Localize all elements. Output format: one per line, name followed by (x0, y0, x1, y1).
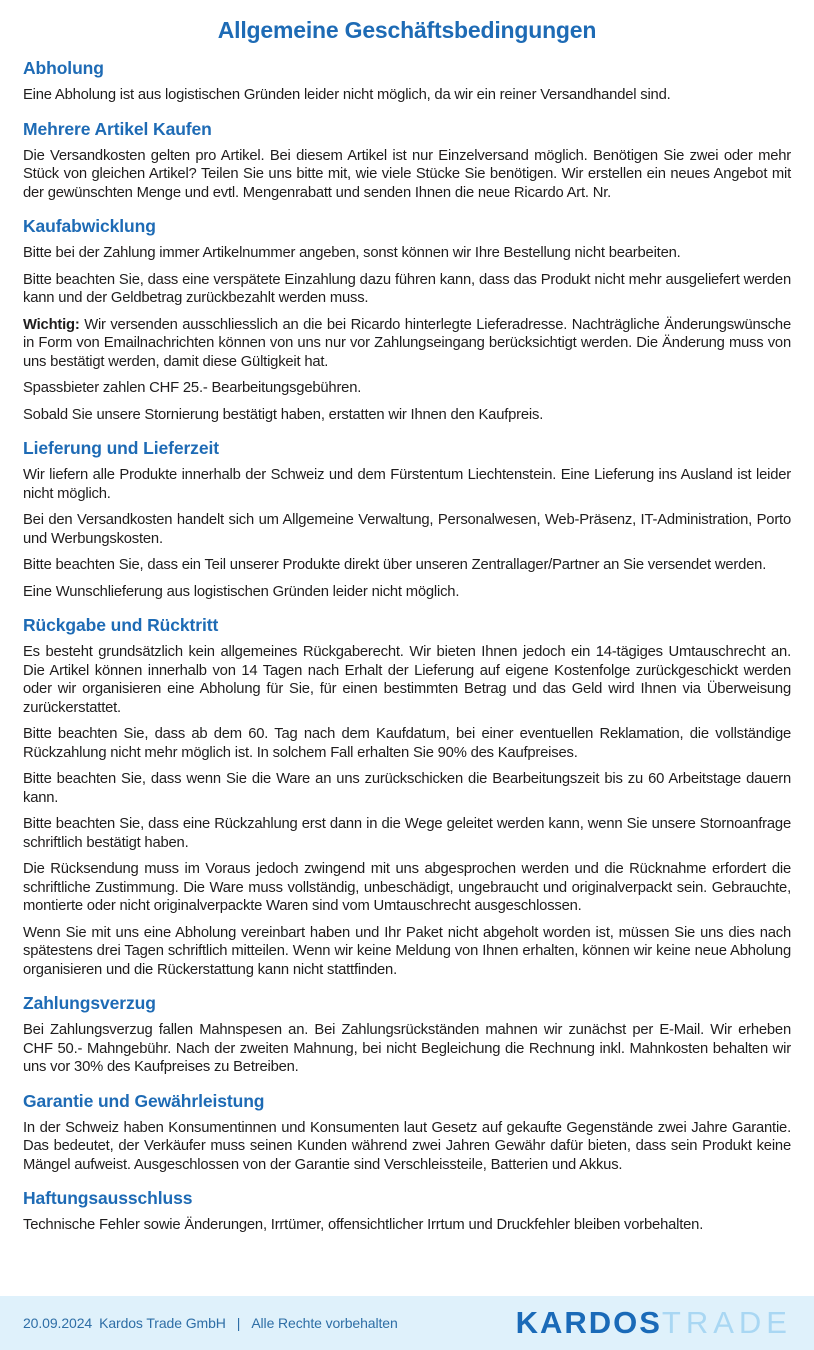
paragraph: Eine Abholung ist aus logistischen Gründen leider nicht möglich, da wir ein reiner Versandhandel sind. (23, 87, 671, 103)
section-haftungsausschluss (23, 1188, 791, 1235)
section-abholung (23, 58, 791, 105)
paragraph: Bitte beachten Sie, dass ein Teil unserer Produkte direkt über unseren Zentrallager/Partner an Sie versendet werden. (23, 557, 767, 573)
section-heading: Abholung (23, 58, 104, 78)
paragraph: Bitte beachten Sie, dass eine Rückzahlung erst dann in die Wege geleitet werden kann, wenn Sie unsere Stornoanfrage schriftlich bestätigt haben. (23, 816, 791, 851)
footer-meta (23, 1315, 398, 1331)
section-heading: Garantie und Gewährleistung (23, 1090, 265, 1111)
footer-bar (0, 1296, 814, 1350)
section-heading: Haftungsausschluss (23, 1188, 193, 1208)
logo-primary-text: KARDOS (515, 1305, 662, 1340)
footer-separator: | (236, 1315, 241, 1331)
paragraph: Bitte beachten Sie, dass ab dem 60. Tag nach dem Kaufdatum, bei einer eventuellen Reklamation, die vollständige Rückzahlung nicht mehr möglich ist. In solchem Fall erhalten Sie 90% des Kaufpreises. (23, 726, 791, 761)
section-heading: Lieferung und Lieferzeit (23, 438, 219, 458)
section-heading: Zahlungsverzug (23, 993, 156, 1013)
paragraph: Es besteht grundsätzlich kein allgemeines Rückgaberecht. Wir bieten Ihnen jedoch ein 14-tägiges Umtauschrecht an. Die Artikel können innerhalb von 14 Tagen nach Erhalt der Lieferung auf eigene Kostenfolge zurückgeschickt werden oder wir organisieren eine Abholung für Sie, für einen bestimmten Betrag und das Geld wird Ihnen via Überweisung zurückerstattet. (23, 644, 791, 716)
section-lieferung (23, 438, 791, 601)
paragraph-wichtig (23, 316, 791, 372)
section-kaufabwicklung (23, 216, 791, 424)
section-rueckgabe (23, 615, 791, 979)
section-garantie (23, 1091, 791, 1175)
paragraph: In der Schweiz haben Konsumentinnen und Konsumenten laut Gesetz auf gekaufte Gegenstände zwei Jahre Garantie. Das bedeutet, der Verkäufer muss seinen Kunden während zwei Jahren Gewähr dafür bieten, dass sein Produkt keine Mängel aufweist. Ausgeschlossen von der Garantie sind Verschleissteile, Batterien und Akkus. (23, 1119, 791, 1173)
paragraph: Die Rücksendung muss im Voraus jedoch zwingend mit uns abgesprochen werden und die Rücknahme erfordert die schriftliche Zustimmung. Die Ware muss vollständig, unbeschädigt, ungebraucht und originalverpackt sein. Gebrauchte, montierte oder nicht originalverpackte Waren sind vom Umtauschrecht ausgeschlossen. (23, 861, 791, 914)
logo-secondary-text: TRADE (661, 1305, 792, 1340)
paragraph: Sobald Sie unsere Stornierung bestätigt haben, erstatten wir Ihnen den Kaufpreis. (23, 406, 544, 423)
footer-rights: Alle Rechte vorbehalten (251, 1315, 398, 1331)
page-title: Allgemeine Geschäftsbedingungen (217, 17, 597, 43)
wichtig-label: Wichtig: (23, 316, 80, 333)
kardos-trade-logo (516, 1305, 792, 1341)
paragraph: Bitte beachten Sie, dass wenn Sie die Ware an uns zurückschicken die Bearbeitungszeit bis zu 60 Arbeitstage dauern kann. (23, 771, 791, 806)
section-heading: Rückgabe und Rücktritt (23, 615, 219, 635)
paragraph: Bei den Versandkosten handelt sich um Allgemeine Verwaltung, Personalwesen, Web-Präsenz, IT-Administration, Porto und Werbungskosten. (23, 512, 791, 547)
paragraph: Die Versandkosten gelten pro Artikel. Bei diesem Artikel ist nur Einzelversand möglich. Benötigen Sie zwei oder mehr Stück von gleichen Artikel? Teilen Sie uns bitte mit, wie viele Stücke Sie benötigen. Wir erstellen ein neues Angebot mit der gewünschten Menge und evtl. Mengenrabatt und senden Ihnen die neue Ricardo Art. Nr. (23, 147, 791, 201)
section-heading: Kaufabwicklung (23, 216, 156, 236)
paragraph: Eine Wunschlieferung aus logistischen Gründen leider nicht möglich. (23, 583, 460, 600)
paragraph: Technische Fehler sowie Änderungen, Irrtümer, offensichtlicher Irrtum und Druckfehler bleiben vorbehalten. (23, 1217, 704, 1233)
paragraph-text: Wir versenden ausschliesslich an die bei Ricardo hinterlegte Lieferadresse. Nachträgliche Änderungswünsche in Form von Emailnachrichten können von uns nur vor Zahlungseingang berücksichtigt werden. Die Änderung muss von uns bestätigt werden, damit diese Gültigkeit hat. (23, 316, 791, 370)
paragraph: Wenn Sie mit uns eine Abholung vereinbart haben und Ihr Paket nicht abgeholt worden ist, müssen Sie uns dies nach spätestens drei Tagen schriftlich mitteilen. Wenn wir keine Meldung von Ihnen erhalten, können wir keine neue Abholung organisieren und die Rückerstattung kann nicht stattfinden. (23, 924, 791, 978)
footer-date: 20.09.2024 (23, 1315, 93, 1331)
paragraph: Spassbieter zahlen CHF 25.- Bearbeitungsgebühren. (23, 380, 362, 396)
paragraph: Wir liefern alle Produkte innerhalb der Schweiz und dem Fürstentum Liechtenstein. Eine Lieferung ins Ausland ist leider nicht möglich. (23, 467, 791, 502)
paragraph: Bei Zahlungsverzug fallen Mahnspesen an. Bei Zahlungsrückständen mahnen wir zunächst per E-Mail. Wir erheben CHF 50.- Mahngebühr. Nach der zweiten Mahnung, bei nicht Begleichung die Rechnung inkl. Mahnkosten behalten wir uns vor 30% des Kaufpreises zu Betreiben. (23, 1022, 791, 1075)
paragraph: Bitte bei der Zahlung immer Artikelnummer angeben, sonst können wir Ihre Bestellung nicht bearbeiten. (23, 245, 681, 261)
footer-company: Kardos Trade GmbH (99, 1315, 226, 1331)
section-heading: Mehrere Artikel Kaufen (23, 118, 212, 139)
section-zahlungsverzug (23, 993, 791, 1077)
paragraph: Bitte beachten Sie, dass eine verspätete Einzahlung dazu führen kann, dass das Produkt nicht mehr ausgeliefert werden kann und der Geldbetrag zurückbezahlt werden muss. (23, 271, 791, 306)
section-mehrere-artikel (23, 119, 791, 203)
